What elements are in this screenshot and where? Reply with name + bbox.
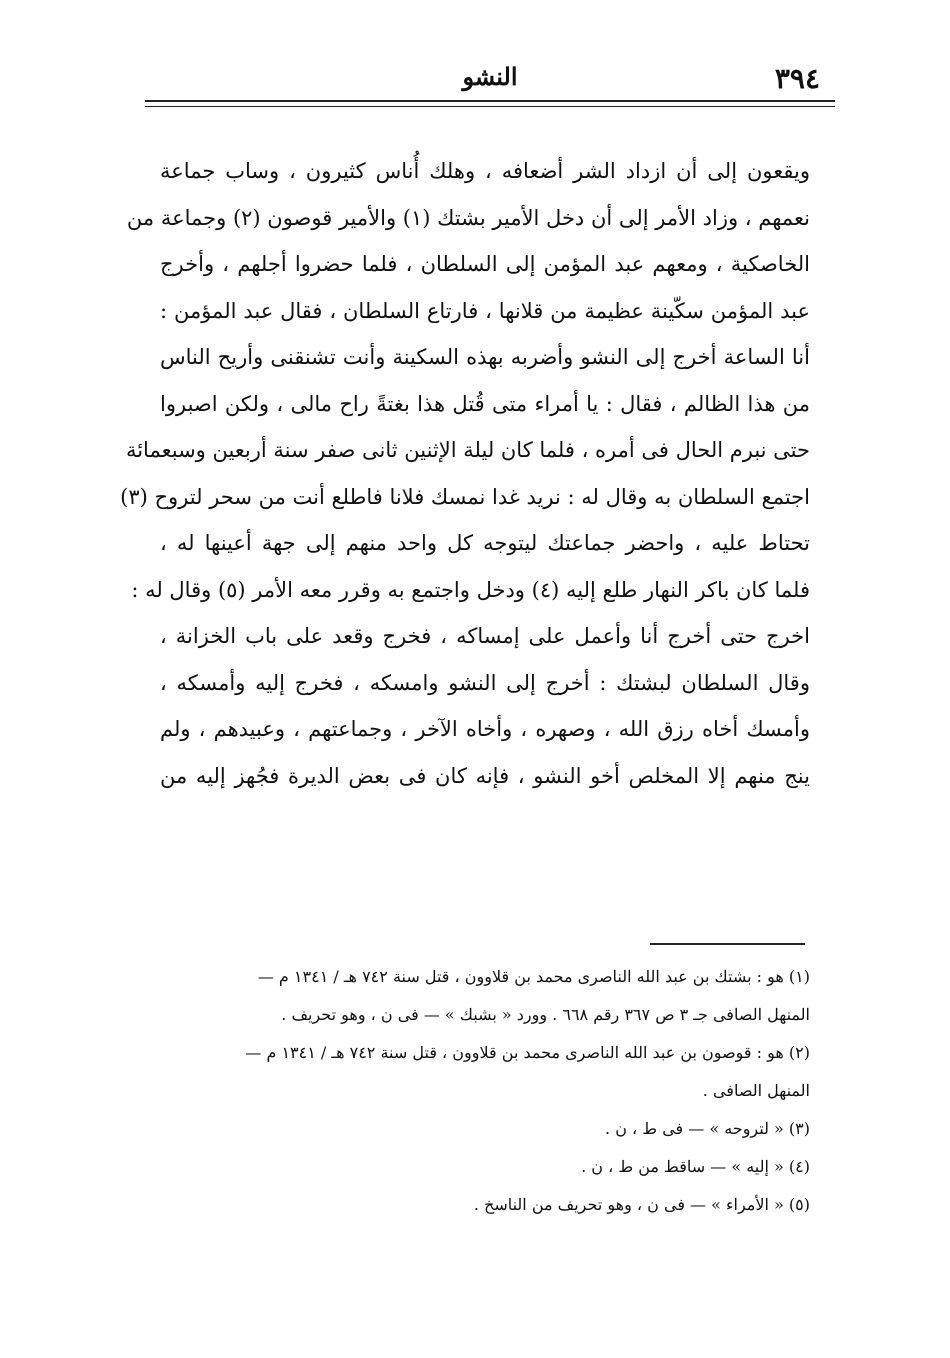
footnote-line: (١) هو : بشتك بن عبد الله الناصرى محمد بن قلاوون ، قتل سنة ٧٤٢ هـ / ١٣٤١ م — xyxy=(257,967,810,986)
running-title: النشو xyxy=(462,62,518,91)
body-line: وأمسك أخاه رزق الله ، وصهره ، وأخاه الآخر ، وجماعتهم ، وعبيدهم ، ولم xyxy=(160,717,810,741)
body-line: عبد المؤمن سكّينة عظيمة من قلانها ، فارتاع السلطان ، فقال عبد المؤمن : xyxy=(160,298,810,323)
body-line: اخرج حتى أخرج أنا وأعمل على إمساكه ، فخرج وقعد على باب الخزانة ، xyxy=(160,624,810,648)
footnotes xyxy=(160,958,810,1224)
page-header xyxy=(150,62,830,102)
footnote-line: (٥) « الأمراء » — فى ن ، وهو تحريف من الناسخ . xyxy=(473,1195,810,1214)
body-line: من هذا الظالم ، فقال : يا أمراء متى قُتل هذا بغتةً راح مالى ، ولكن اصبروا xyxy=(160,391,810,416)
body-line: نعمهم ، وزاد الأمر إلى أن دخل الأمير بشتك (١) والأمير قوصون (٢) وجماعة من xyxy=(126,205,810,230)
body-line: وقال السلطان لبشتك : أخرج إلى النشو وامسكه ، فخرج إليه وأمسكه ، xyxy=(160,670,810,695)
footnote-line: (٢) هو : قوصون بن عبد الله الناصرى محمد بن قلاوون ، قتل سنة ٧٤٢ هـ / ١٣٤١ م — xyxy=(245,1043,810,1062)
body-line: ينج منهم إلا المخلص أخو النشو ، فإنه كان فى بعض الديرة فجُهز إليه من xyxy=(160,763,810,788)
body-line: أنا الساعة أخرج إلى النشو وأضربه بهذه السكينة وأنت تشنقنى وأريح الناس xyxy=(160,345,810,369)
footnote-rule xyxy=(650,943,805,945)
footnote-line: المنهل الصافى جـ ٣ ص ٣٦٧ رقم ٦٦٨ . وورد « بشبك » — فى ن ، وهو تحريف . xyxy=(281,1005,810,1024)
header-rule xyxy=(145,100,835,102)
body-line: الخاصكية ، ومعهم عبد المؤمن إلى السلطان ، فلما حضروا أجلهم ، وأخرج xyxy=(160,252,810,276)
page-number: ٣٩٤ xyxy=(774,62,820,95)
body-text xyxy=(120,148,810,799)
body-line: حتى نبرم الحال فى أمره ، فلما كان ليلة الإثنين ثانى صفر سنة أربعين وسبعمائة xyxy=(125,438,810,462)
footnote-line: المنهل الصافى . xyxy=(702,1081,810,1100)
header-rule-thin xyxy=(145,106,835,107)
body-line: تحتاط عليه ، واحضر جماعتك ليتوجه كل واحد منهم إلى جهة أعينها له ، xyxy=(160,531,810,555)
footnote-line: (٣) « لتروحه » — فى ط ، ن . xyxy=(605,1119,810,1138)
body-line: اجتمع السلطان به وقال له : نريد غدا نمسك فلانا فاطلع أنت من سحر لتروح (٣) xyxy=(120,484,810,509)
body-line: فلما كان باكر النهار طلع إليه (٤) ودخل واجتمع به وقرر معه الأمر (٥) وقال له : xyxy=(131,577,810,602)
body-line: ويقعون إلى أن ازداد الشر أضعافه ، وهلك أُناس كثيرون ، وساب جماعة xyxy=(160,159,810,183)
footnote-line: (٤) « إليه » — ساقط من ط ، ن . xyxy=(581,1157,810,1176)
